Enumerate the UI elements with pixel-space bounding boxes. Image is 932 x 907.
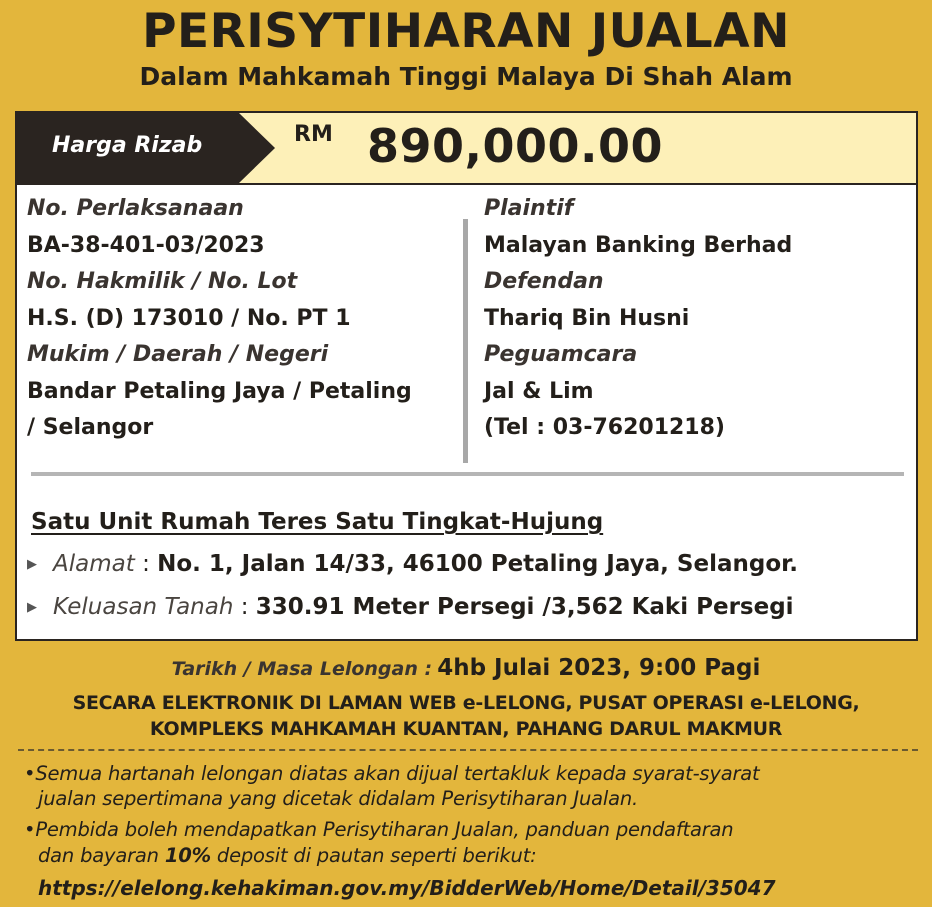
triangle-right-icon: ▶ <box>27 600 37 615</box>
solicitor-value: Jal & Lim <box>484 378 594 404</box>
location-value-line1: Bandar Petaling Jaya / Petaling <box>27 378 412 404</box>
price-currency: RM <box>294 122 333 147</box>
auction-datetime-value: 4hb Julai 2023, 9:00 Pagi <box>437 655 761 681</box>
execution-no-value: BA-38-401-03/2023 <box>27 232 265 258</box>
note-terms-line2: jualan sepertimana yang dicetak didalam Perisytiharan Jualan. <box>38 787 638 810</box>
note-bidder-line2: dan bayaran 10% deposit di pautan seperti berikut: <box>38 844 537 867</box>
title-lot-value: H.S. (D) 173010 / No. PT 1 <box>27 305 351 331</box>
location-value-line2: / Selangor <box>27 415 154 440</box>
location-label: Mukim / Daerah / Negeri <box>27 342 329 367</box>
address-row <box>27 551 798 577</box>
land-area-value: 330.91 Meter Persegi /3,562 Kaki Persegi <box>255 594 794 620</box>
triangle-right-icon: ▶ <box>27 557 37 572</box>
auction-venue-line1: SECARA ELEKTRONIK DI LAMAN WEB e-LELONG, PUSAT OPERASI e-LELONG, <box>72 692 860 714</box>
plaintiff-label: Plaintif <box>484 196 574 221</box>
title-lot-label: No. Hakmilik / No. Lot <box>27 269 298 294</box>
case-details-column <box>27 191 457 447</box>
column-divider <box>463 219 468 463</box>
reserve-price-band <box>17 113 916 185</box>
solicitor-label: Peguamcara <box>484 342 638 367</box>
bullet-icon: • <box>24 762 36 785</box>
note-bidder-line1: •Pembida boleh mendapatkan Perisytiharan Jualan, panduan pendaftaran <box>24 818 734 841</box>
land-area-label: Keluasan Tanah <box>53 594 234 620</box>
solicitor-phone: (Tel : 03-76201218) <box>484 415 725 440</box>
property-title: Satu Unit Rumah Teres Satu Tingkat-Hujung <box>31 509 604 535</box>
notice-title: PERISYTIHARAN JUALAN <box>142 4 790 59</box>
land-area-separator: : <box>240 594 249 620</box>
address-label: Alamat <box>53 551 135 577</box>
note-terms-line1: •Semua hartanah lelongan diatas akan dijual tertakluk kepada syarat-syarat <box>24 762 760 785</box>
elelong-link[interactable]: https://elelong.kehakiman.gov.my/BidderWeb/Home/Detail/35047 <box>38 876 776 900</box>
parties-column <box>484 191 904 447</box>
details-card <box>15 111 918 641</box>
section-divider <box>31 472 904 476</box>
address-value: No. 1, Jalan 14/33, 46100 Petaling Jaya, Selangor. <box>157 551 798 577</box>
price-amount: 890,000.00 <box>367 119 664 173</box>
reserve-price-label: Harga Rizab <box>52 133 203 158</box>
deposit-percent: 10% <box>164 844 211 867</box>
address-separator: : <box>142 551 150 577</box>
defendant-value: Thariq Bin Husni <box>484 305 690 331</box>
auction-datetime-label: Tarikh / Masa Lelongan : <box>171 658 433 680</box>
plaintiff-value: Malayan Banking Berhad <box>484 232 793 258</box>
auction-datetime <box>0 655 932 681</box>
land-area-row <box>27 594 794 620</box>
auction-venue-line2: KOMPLEKS MAHKAMAH KUANTAN, PAHANG DARUL MAKMUR <box>149 718 783 740</box>
dashed-separator <box>18 749 918 751</box>
defendant-label: Defendan <box>484 269 604 294</box>
execution-no-label: No. Perlaksanaan <box>27 196 244 221</box>
notice-subtitle: Dalam Mahkamah Tinggi Malaya Di Shah Alam <box>139 62 793 91</box>
bullet-icon: • <box>24 818 36 841</box>
